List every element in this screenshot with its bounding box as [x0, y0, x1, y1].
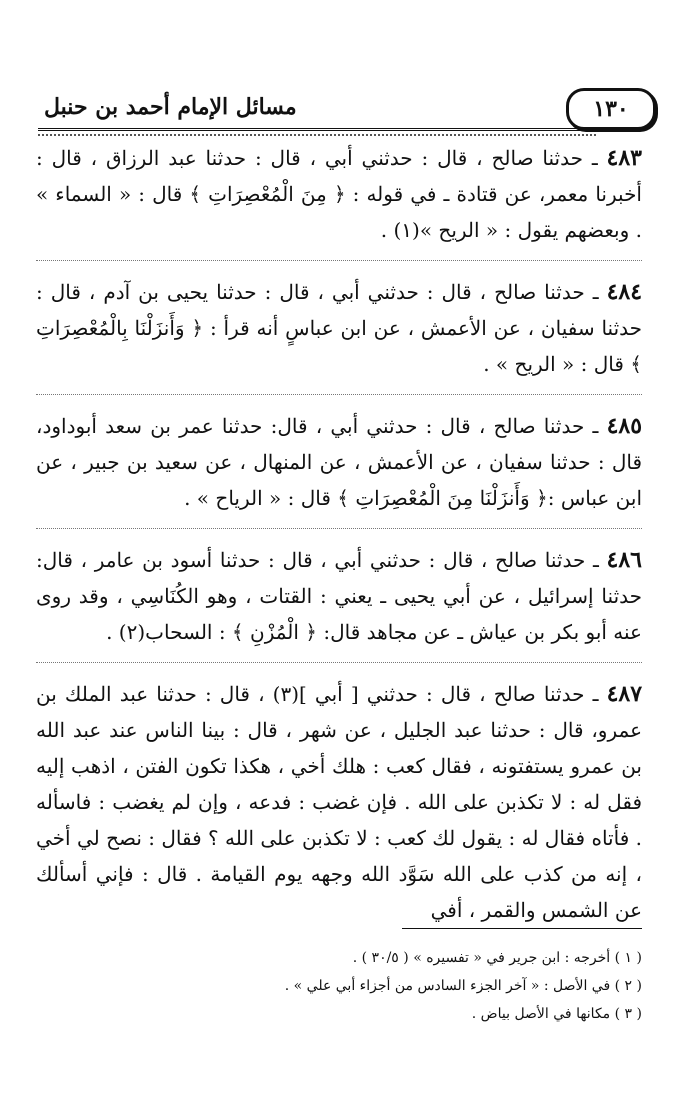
footnote-2: ( ٢ ) في الأصل : « آخر الجزء السادس من أجزاء أبي علي » .: [284, 978, 642, 994]
entry-number: ٤٨٥: [606, 413, 643, 439]
footnote-3: ( ٣ ) مكانها في الأصل بياض .: [471, 1006, 642, 1022]
entry-483: ٤٨٣ ـ حدثنا صالح ، قال : حدثني أبي ، قال : حدثنا عبد الرزاق ، قال : أخبرنا معمر، عن قتادة ـ في قوله : ﴿ مِنَ الْمُعْصِرَاتِ ﴾ قال : « السماء » . وبعضهم يقول : « الريح »(١) .: [36, 145, 642, 242]
entry-number: ٤٨٤: [606, 279, 643, 305]
entry-number: ٤٨٣: [606, 145, 642, 171]
entry-text: حدثنا صالح ، قال : حدثني أبي ، قال : حدثنا عبد الرزاق ، قال : أخبرنا معمر، عن قتادة ـ في قوله : ﴿ مِنَ الْمُعْصِرَاتِ ﴾ قال : « السماء » . وبعضهم يقول : « الريح »(١) .: [36, 146, 642, 242]
footnotes: [36, 944, 642, 1028]
footnote-rule: [402, 928, 642, 929]
entry-text: حدثنا صالح ، قال : حدثني أبي ، قال: حدثنا عمر بن سعد أبوداود، قال : حدثنا سفيان ، عن الأعمش ، عن المنهال ، عن سعيد بن جبير ، عن ابن عباس :﴿ وَأَنزَلْنَا مِنَ الْمُعْصِرَاتِ ﴾ قال : « الرياح » .: [36, 414, 642, 510]
page-header: [38, 88, 656, 128]
entry-484: ٤٨٤ ـ حدثنا صالح ، قال : حدثني أبي ، قال : حدثنا يحيى بن آدم ، قال : حدثنا سفيان ، عن الأعمش ، عن ابن عباسٍ أنه قرأ : ﴿ وَأَنزَلْنَا بِالْمُعْصِرَاتِ ﴾ قال : « الريح » .: [36, 262, 642, 396]
entry-number: ٤٨٧: [606, 681, 643, 707]
entry-485: ٤٨٥ ـ حدثنا صالح ، قال : حدثني أبي ، قال: حدثنا عمر بن سعد أبوداود، قال : حدثنا سفيان ، عن الأعمش ، عن المنهال ، عن سعيد بن جبير ، عن ابن عباس :﴿ وَأَنزَلْنَا مِنَ الْمُعْصِرَاتِ ﴾ قال : « الرياح » .: [36, 396, 642, 530]
entry-separator: [36, 260, 642, 261]
header-rule: [38, 128, 596, 131]
entry-text: حدثنا صالح ، قال : حدثني [ أبي ](٣) ، قال : حدثنا عبد الملك بن عمرو، قال : حدثنا عبد الجليل ، عن شهر ، قال : بينا الناس عند عبد الله بن عمرو يستفتونه ، فقال كعب : هلك أخي ، هكذا تكون الفتن ، اذهب إليه فقل له : لا تكذبن على الله . فإن غضب : فدعه ، وإن لم يغضب : فاسأله . فأتاه فقال له : يقول لك كعب : لا تكذبن على الله ؟ فقال : نصح لي أخي ، إنه من كذب على الله سَوَّد الله وجهه يوم القيامة . قال : فإني أسألك عن الشمس والقمر ، أفي: [36, 682, 642, 922]
entry-486: ٤٨٦ ـ حدثنا صالح ، قال : حدثني أبي ، قال : حدثنا أسود بن عامر ، قال: حدثنا إسرائيل ، عن أبي يحيى ـ يعني : القتات ، وهو الكُنَاسِي ، وقد روى عنه أبو بكر بن عياش ـ عن مجاهد قال: ﴿ الْمُزْنِ ﴾ : السحاب(٢) .: [36, 530, 642, 664]
entry-separator: [36, 528, 642, 529]
entry-separator: [36, 394, 642, 395]
entry-487: ٤٨٧ ـ حدثنا صالح ، قال : حدثني [ أبي ](٣) ، قال : حدثنا عبد الملك بن عمرو، قال : حدثنا عبد الجليل ، عن شهر ، قال : بينا الناس عند عبد الله بن عمرو يستفتونه ، فقال كعب : هلك أخي ، هكذا تكون الفتن ، اذهب إليه فقل له : لا تكذبن على الله . فإن غضب : فدعه ، وإن لم يغضب : فاسأله . فأتاه فقال له : يقول لك كعب : لا تكذبن على الله ؟ فقال : نصح لي أخي ، إنه من كذب على الله سَوَّد الله وجهه يوم القيامة . قال : فإني أسألك عن الشمس والقمر ، أفي: [36, 664, 642, 942]
page-number: ١٣٠: [566, 88, 656, 130]
entry-text: حدثنا صالح ، قال : حدثني أبي ، قال : حدثنا يحيى بن آدم ، قال : حدثنا سفيان ، عن الأعمش ، عن ابن عباسٍ أنه قرأ : ﴿ وَأَنزَلْنَا بِالْمُعْصِرَاتِ ﴾ قال : « الريح » .: [36, 280, 642, 376]
running-title: مسائل الإمام أحمد بن حنبل: [44, 94, 297, 120]
entry-number: ٤٨٦: [606, 547, 642, 573]
header-rule-dotted: [38, 134, 596, 136]
entry-separator: [36, 662, 642, 663]
footnote-1: ( ١ ) أخرجه : ابن جرير في « تفسيره » ( ٣٠/٥ ) .: [352, 950, 642, 966]
entries: [36, 140, 642, 942]
entry-text: حدثنا صالح ، قال : حدثني أبي ، قال : حدثنا أسود بن عامر ، قال: حدثنا إسرائيل ، عن أبي يحيى ـ يعني : القتات ، وهو الكُنَاسِي ، وقد روى عنه أبو بكر بن عياش ـ عن مجاهد قال: ﴿ الْمُزْنِ ﴾ : السحاب(٢) .: [36, 548, 642, 644]
